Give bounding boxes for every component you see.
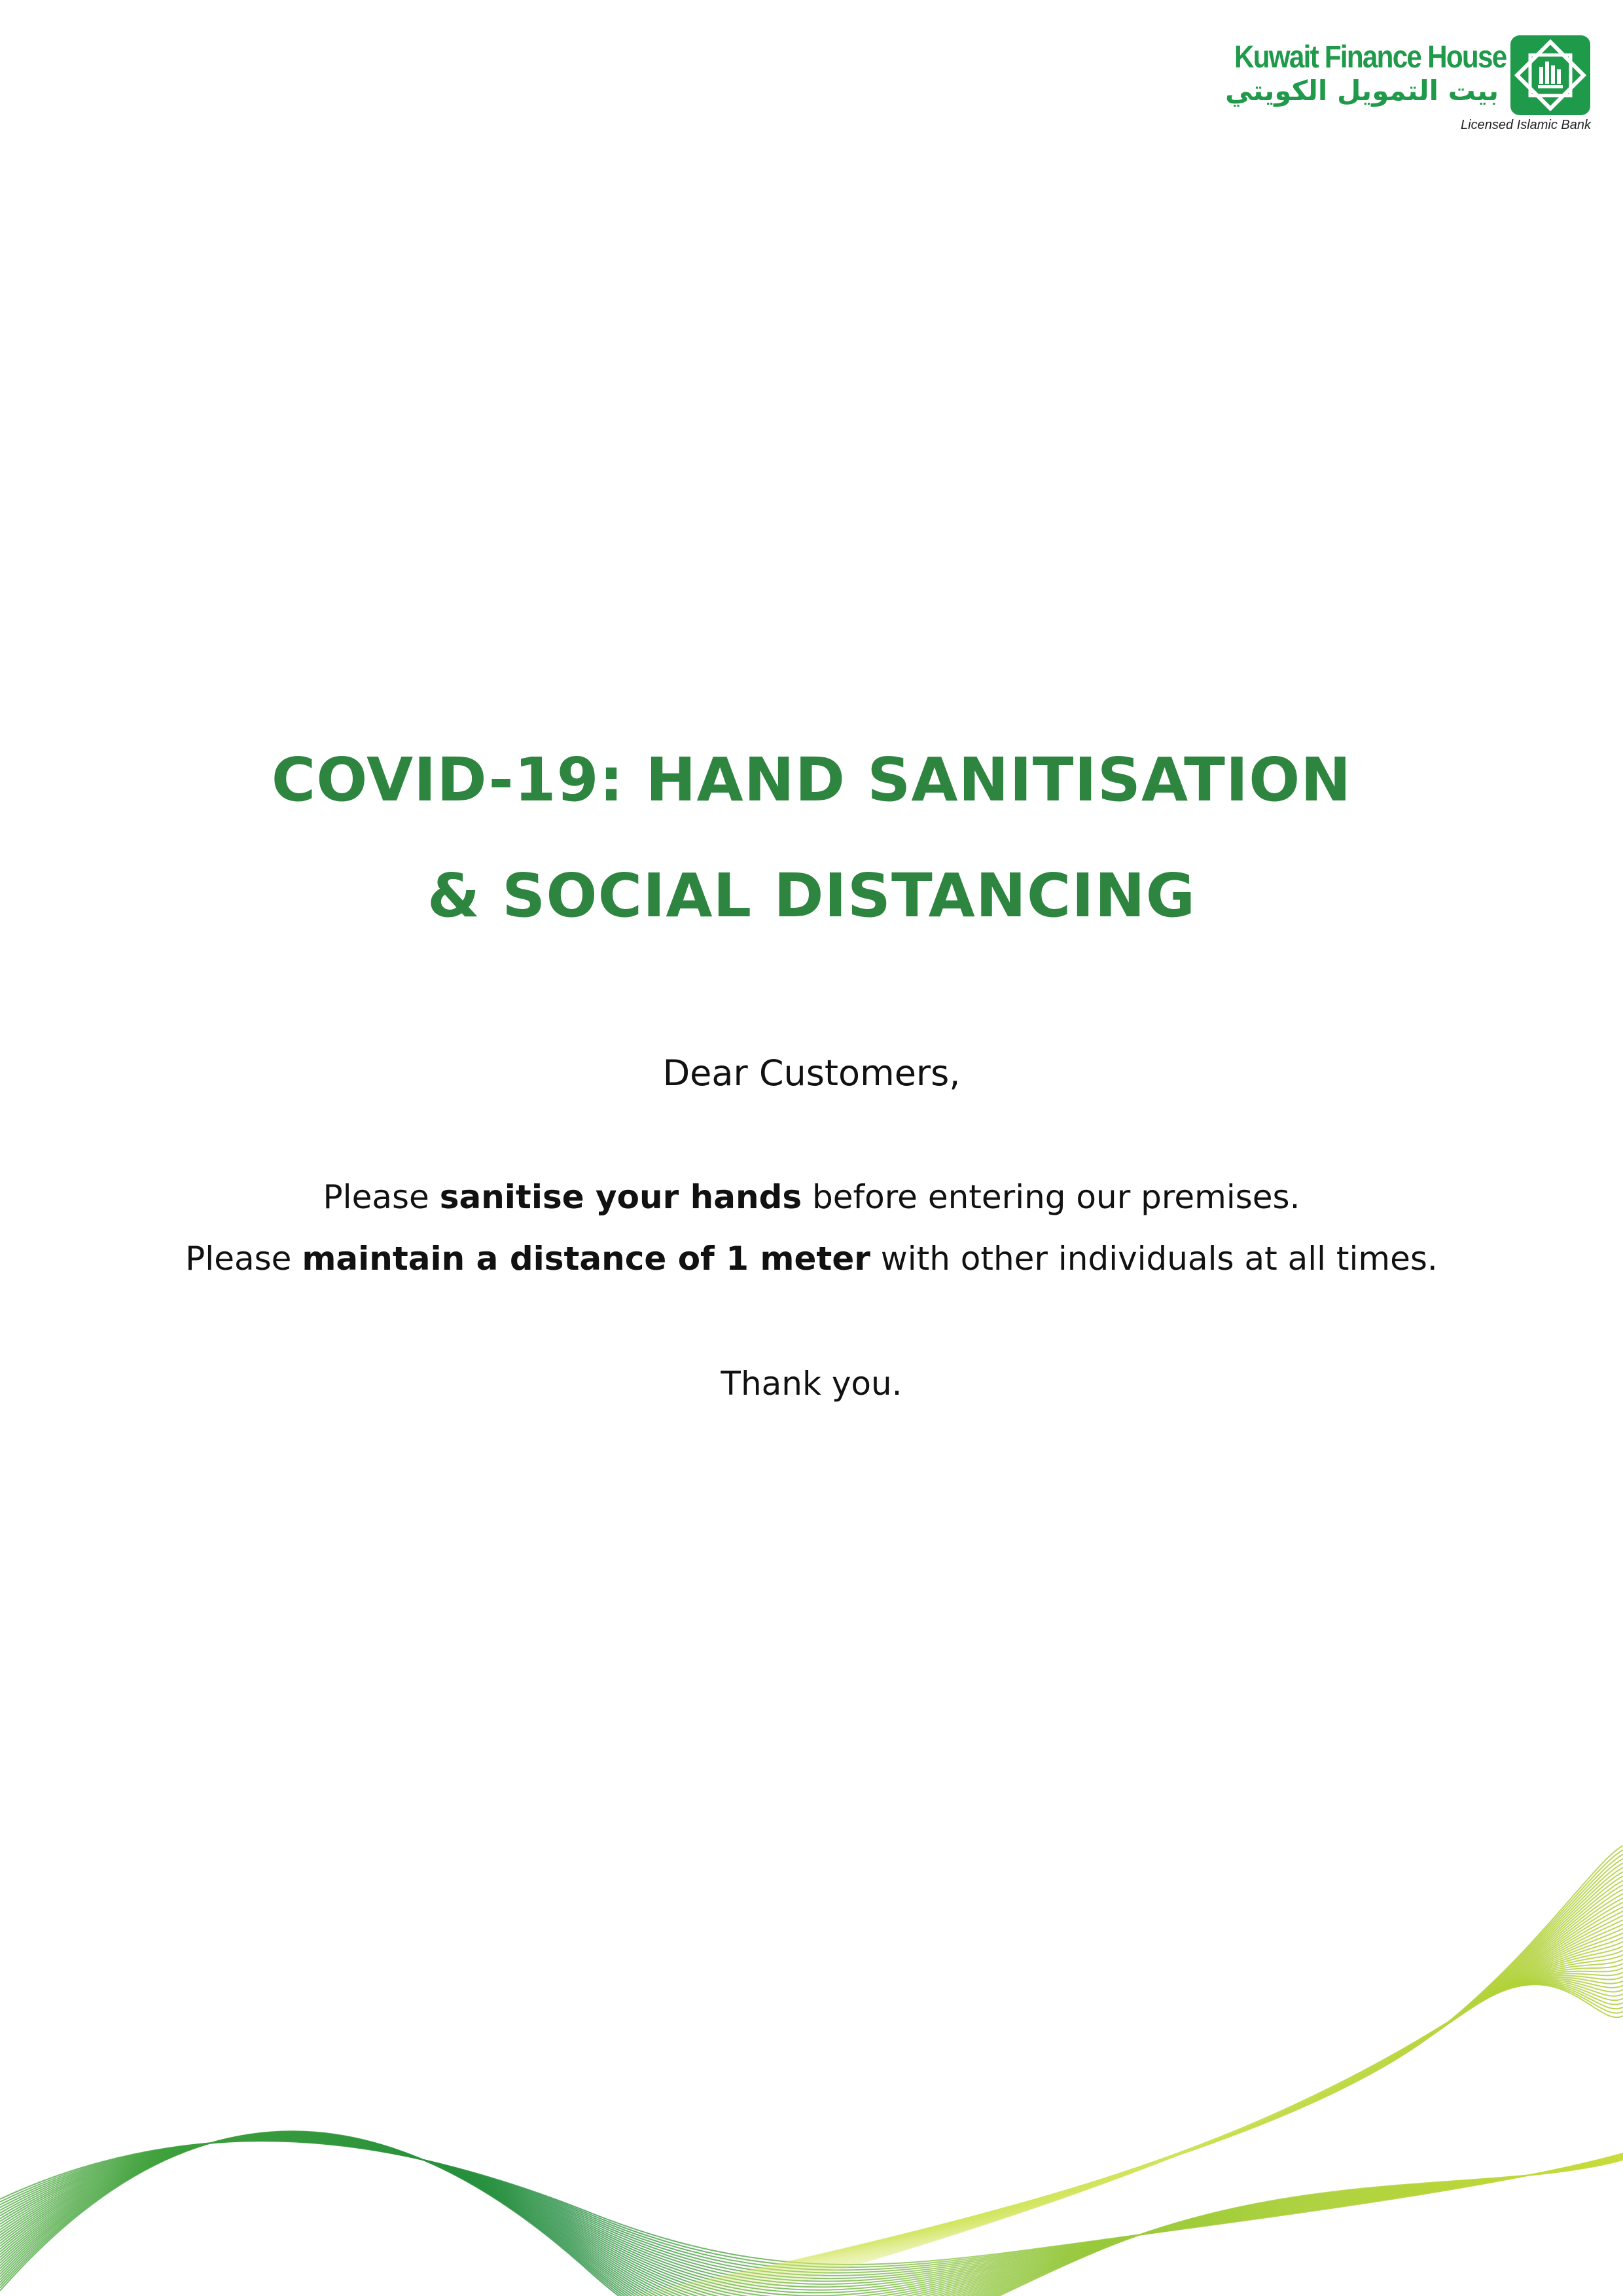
instruction-sanitise <box>0 1178 1623 1216</box>
instruction-distance-pre: Please <box>185 1240 302 1278</box>
wave-line <box>626 1893 1623 2296</box>
wave-line <box>660 1937 1623 2296</box>
wave-line <box>683 1968 1623 2296</box>
wave-line <box>622 1890 1623 2296</box>
wave-line <box>700 1980 1623 2296</box>
wave-line <box>606 1867 1623 2296</box>
wave-line <box>0 2140 1623 2276</box>
instruction-distance-post: with other individuals at all times. <box>870 1240 1438 1278</box>
wave-line <box>652 1929 1623 2296</box>
wave-line <box>0 2141 1623 2265</box>
kfh-emblem-icon <box>1510 35 1590 115</box>
wave-line <box>589 1846 1623 2296</box>
logo-name-english: Kuwait Finance House <box>1234 40 1507 75</box>
wave-line <box>613 1876 1623 2296</box>
wave-line <box>687 1972 1623 2296</box>
wave-line <box>679 1964 1623 2296</box>
page-title-line-1: COVID-19: HAND SANITISATION <box>271 745 1352 815</box>
closing-text: Thank you. <box>721 1365 902 1403</box>
wave-line <box>619 1885 1623 2296</box>
wave-line <box>643 1916 1623 2296</box>
wave-line <box>676 1959 1623 2296</box>
wave-line <box>616 1880 1623 2296</box>
wave-line <box>599 1859 1623 2296</box>
kfh-logo <box>1224 34 1594 135</box>
green-wave-decoration <box>0 1833 1623 2296</box>
wave-line <box>0 2140 1623 2273</box>
wave-line <box>646 1920 1623 2296</box>
instruction-sanitise-bold: sanitise your hands <box>439 1178 802 1216</box>
wave-line <box>656 1933 1623 2296</box>
wave-line <box>592 1850 1623 2296</box>
wave-line <box>0 2141 1623 2267</box>
wave-line <box>693 1977 1623 2296</box>
instruction-distance-bold: maintain a distance of 1 meter <box>302 1240 870 1278</box>
wave-line <box>673 1955 1623 2296</box>
wave-line <box>609 1872 1623 2296</box>
instruction-distance <box>0 1240 1623 1278</box>
instruction-sanitise-post: before entering our premises. <box>802 1178 1300 1216</box>
logo-name-arabic: بيت التمويل الكويتي <box>1224 75 1499 107</box>
instruction-sanitise-pre: Please <box>323 1178 440 1216</box>
wave-line <box>696 1979 1623 2296</box>
wave-line <box>649 1924 1623 2296</box>
page-title-line-2: & SOCIAL DISTANCING <box>427 861 1196 931</box>
greeting-text: Dear Customers, <box>662 1052 961 1094</box>
wave-line <box>596 1854 1623 2296</box>
wave-line <box>690 1976 1623 2296</box>
wave-line <box>603 1863 1623 2296</box>
wave-line <box>0 2140 1623 2270</box>
logo-tagline: Licensed Islamic Bank <box>1461 118 1591 132</box>
